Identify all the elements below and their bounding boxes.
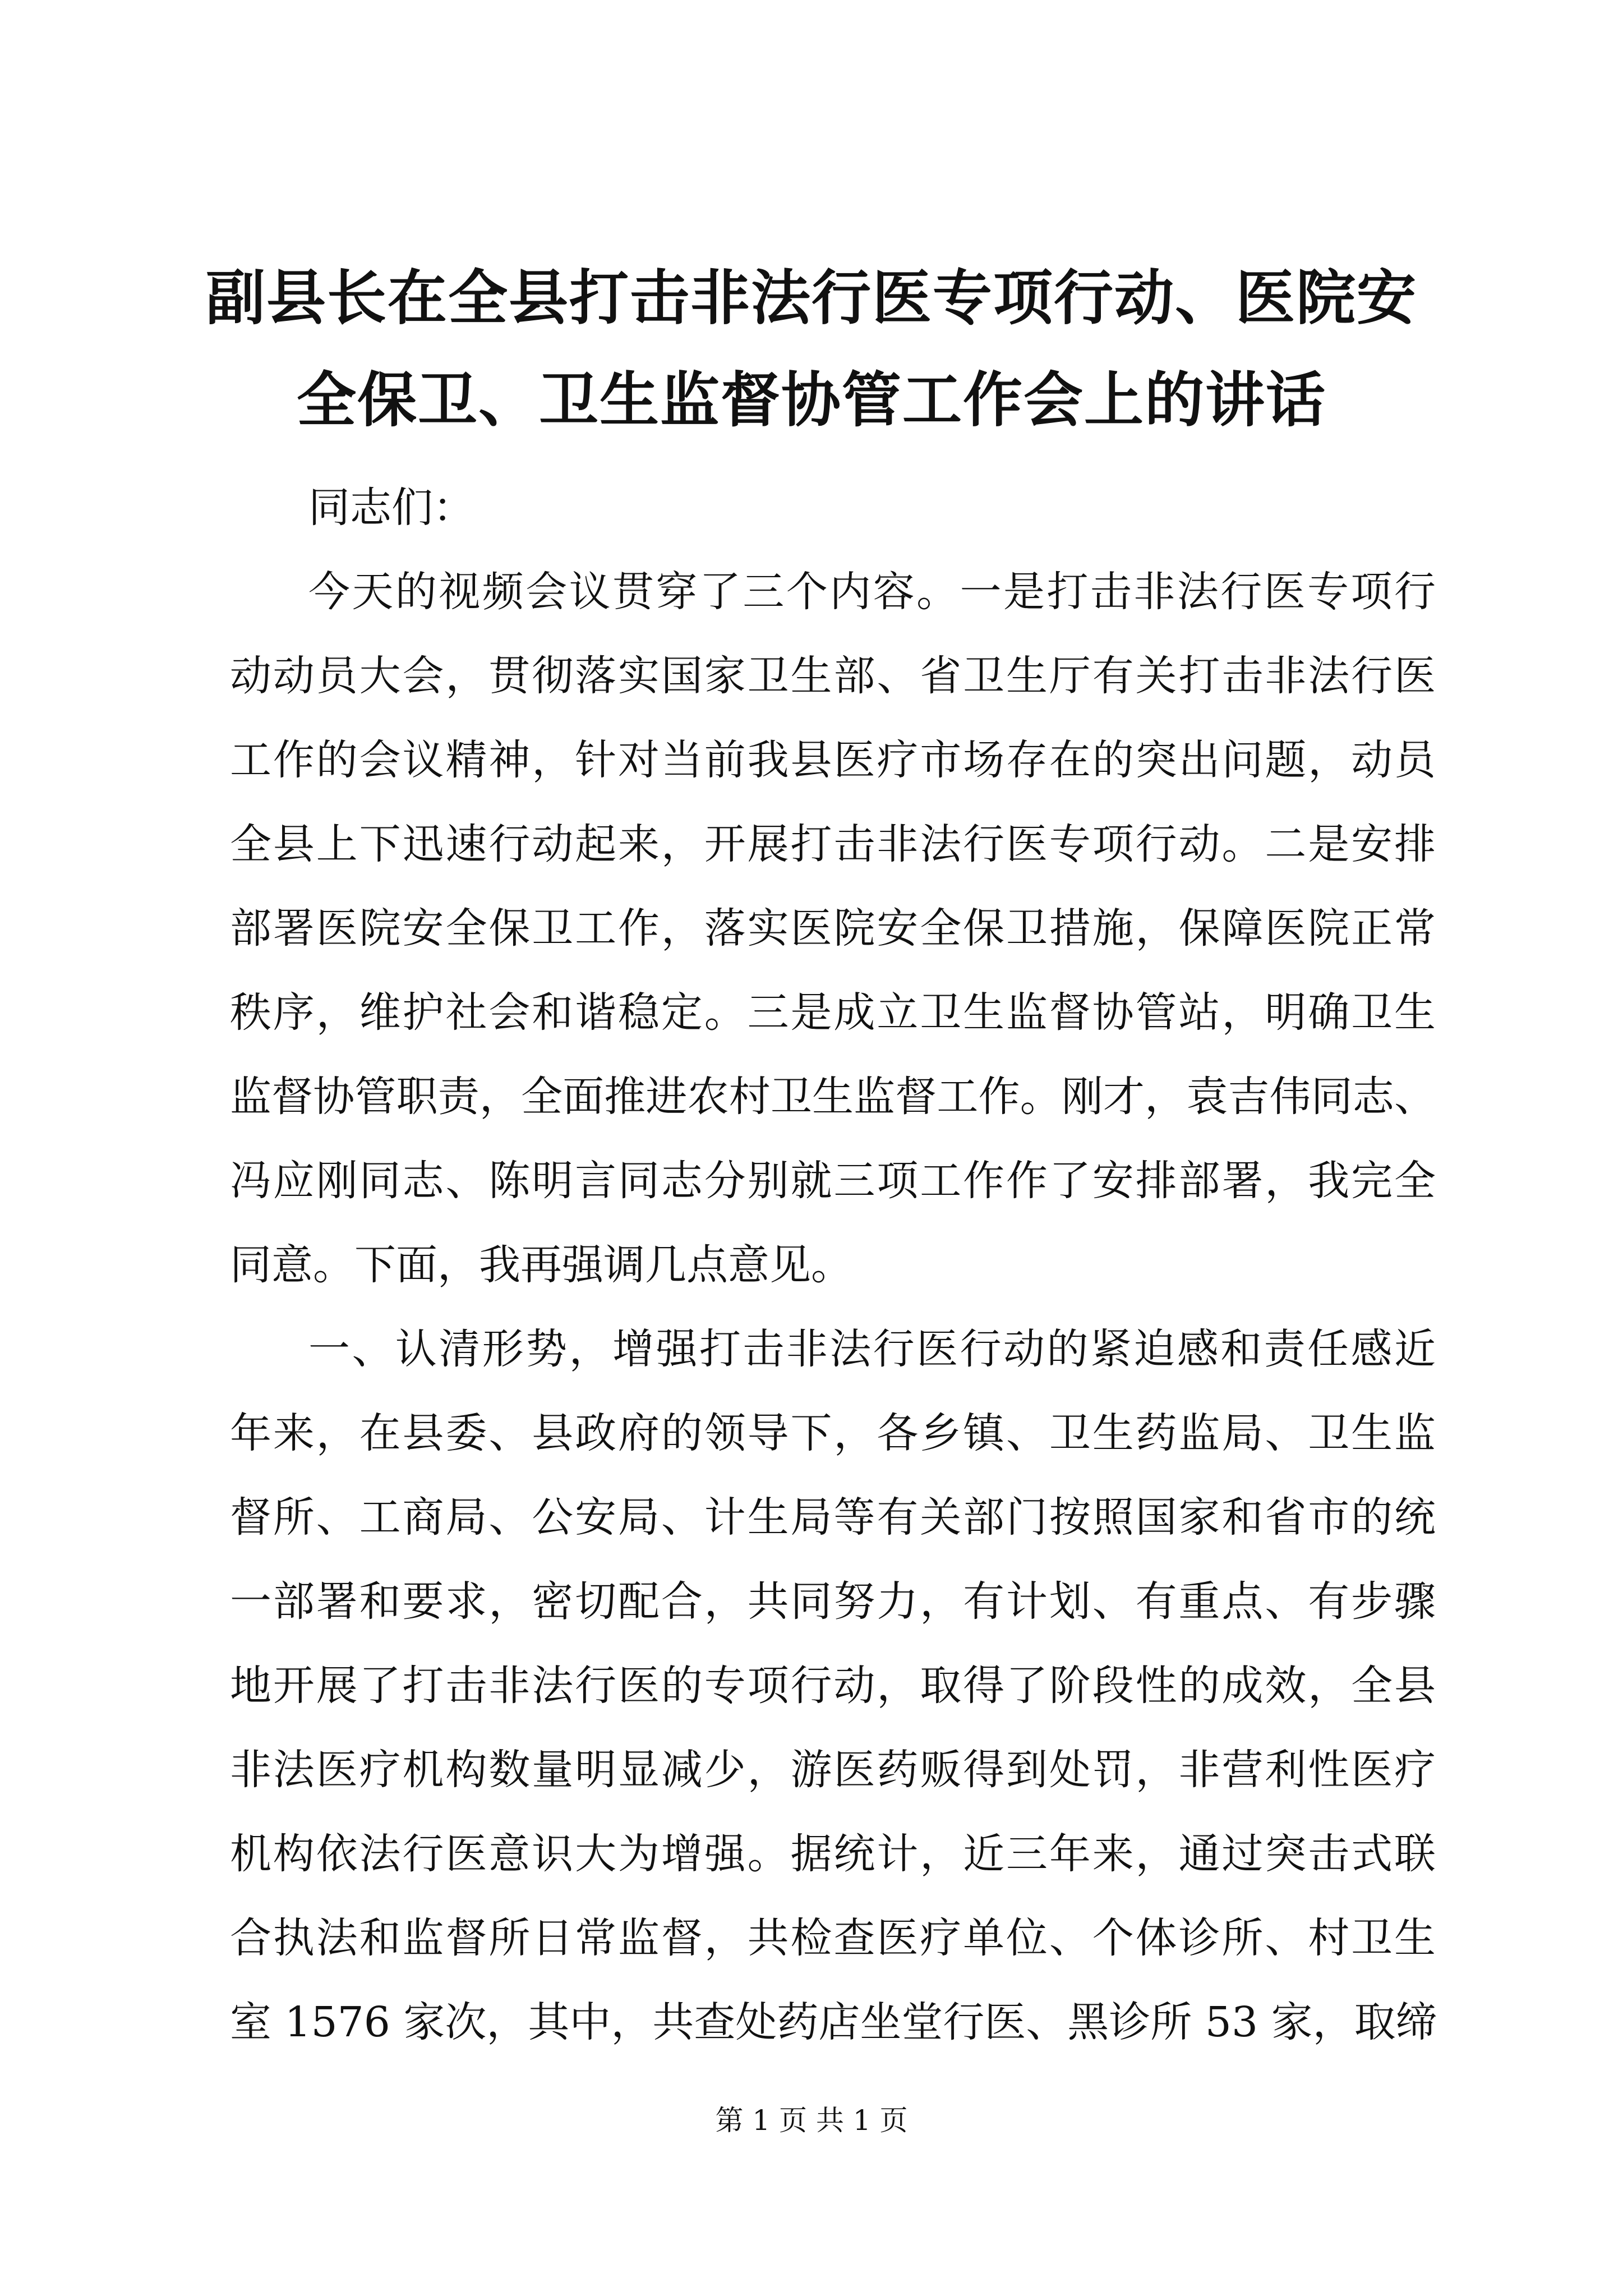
- body-line: 工作的会议精神，针对当前我县医疗市场存在的突出问题，动员: [230, 736, 1436, 784]
- document-title: [202, 247, 1421, 451]
- body-line: 地开展了打击非法行医的专项行动，取得了阶段性的成效，全县: [230, 1662, 1436, 1710]
- title-line: 全保卫、卫生监督协管工作会上的讲话: [297, 365, 1326, 435]
- title-line: 副县长在全县打击非法行医专项行动、医院安: [206, 263, 1417, 333]
- body-line: 秩序，维护社会和谐稳定。三是成立卫生监督协管站，明确卫生: [230, 988, 1436, 1037]
- body-line: 一部署和要求，密切配合，共同努力，有计划、有重点、有步骤: [230, 1577, 1436, 1626]
- page-footer: 第 1 页 共 1 页: [715, 2104, 908, 2137]
- body-line: 动动员大会，贯彻落实国家卫生部、省卫生厅有关打击非法行医: [230, 652, 1436, 700]
- body-line: 室 1576 家次，其中，共查处药店坐堂行医、黑诊所 53 家，取缔: [230, 1998, 1437, 2046]
- body-line: 今天的视频会议贯穿了三个内容。一是打击非法行医专项行: [308, 568, 1436, 616]
- body-line: 年来，在县委、县政府的领导下，各乡镇、卫生药监局、卫生监: [230, 1409, 1436, 1457]
- body-line: 机构依法行医意识大为增强。据统计，近三年来，通过突击式联: [230, 1830, 1436, 1878]
- body-line: 督所、工商局、公安局、计生局等有关部门按照国家和省市的统: [230, 1493, 1436, 1542]
- salutation: 同志们：: [308, 484, 474, 532]
- body-line: 非法医疗机构数量明显减少，游医药贩得到处罚，非营利性医疗: [230, 1746, 1436, 1794]
- body-line: 全县上下迅速行动起来，开展打击非法行医专项行动。二是安排: [230, 820, 1436, 868]
- body-line: 合执法和监督所日常监督，共检查医疗单位、个体诊所、村卫生: [230, 1914, 1436, 1962]
- section-heading-line: 一、认清形势，增强打击非法行医行动的紧迫感和责任感近: [308, 1325, 1436, 1373]
- body-line: 冯应刚同志、陈明言同志分别就三项工作作了安排部署，我完全: [230, 1157, 1436, 1205]
- body-line: 部署医院安全保卫工作，落实医院安全保卫措施，保障医院正常: [230, 904, 1436, 953]
- body-line: 监督协管职责，全面推进农村卫生监督工作。刚才，袁吉伟同志、: [230, 1073, 1436, 1121]
- document-body: [230, 466, 1436, 2064]
- body-line: 同意。下面，我再强调几点意见。: [230, 1241, 852, 1289]
